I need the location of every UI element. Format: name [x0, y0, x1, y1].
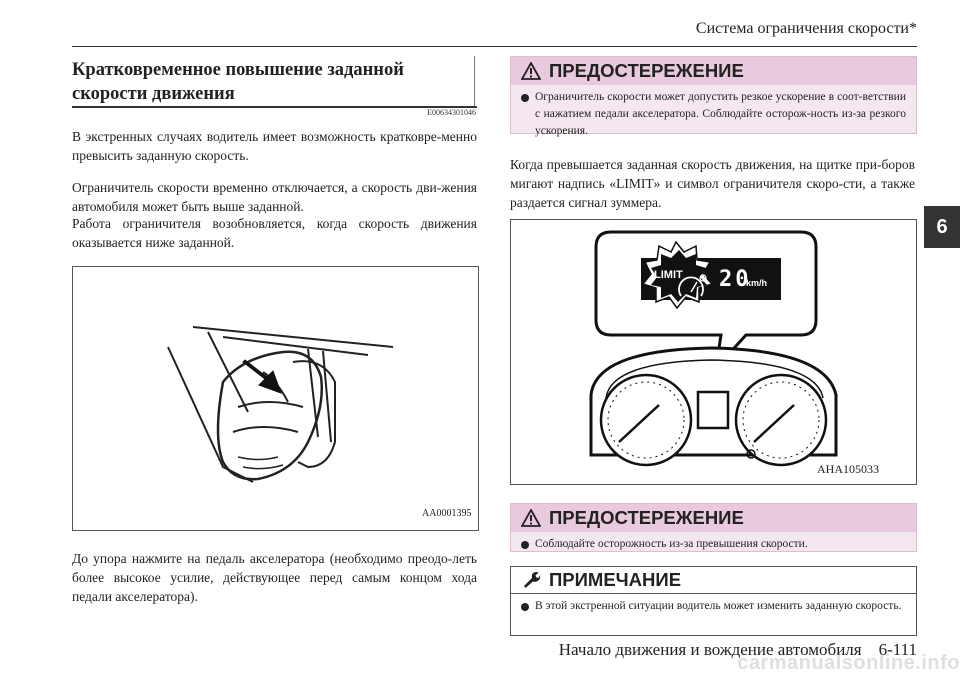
warning-text-1: Ограничитель скорости может допустить резкое ускорение в соот-ветствии с нажатием педали акселератора. Соблюдайте осторож-ность из-за резкого ускорения.	[535, 91, 906, 137]
pedal-figure-code: AA0001395	[422, 508, 472, 519]
paragraph-2: Ограничитель скорости временно отключается, а скорость дви-жения автомобиля может быть выше заданной.	[72, 180, 477, 214]
bullet-icon	[521, 94, 529, 102]
limit-label: LIMIT	[654, 269, 683, 281]
warning-text-2: Соблюдайте осторожность из-за превышения скорости.	[535, 538, 808, 550]
chapter-tab: 6	[924, 206, 960, 248]
paragraph-4: До упора нажмите на педаль акселератора (необходимо преодо-леть более высокое усилие, действующее перед самым концом хода педали акселератора).	[72, 551, 477, 604]
warning-triangle-icon	[521, 509, 541, 527]
pedal-figure	[72, 266, 479, 531]
section-code: E00634301046	[427, 108, 476, 117]
note-heading: ПРИМЕЧАНИЕ	[549, 569, 682, 590]
page-header-title: Система ограничения скорости*	[695, 20, 917, 37]
page-footer: Начало движения и вождение автомобиля 6-111	[558, 640, 917, 659]
warning-header-1	[511, 57, 916, 85]
watermark: carmanualsonline.info	[737, 652, 960, 674]
bullet-icon	[521, 603, 529, 611]
paragraph-3: Работа ограничителя возобновляется, когда скорость движения оказывается ниже заданной.	[72, 216, 477, 250]
speed-unit: km/h	[746, 278, 768, 288]
warning-item-2	[511, 532, 916, 559]
cluster-figure	[510, 219, 917, 485]
note-item	[511, 594, 916, 621]
note-text: В этой экстренной ситуации водитель может изменить заданную скорость.	[535, 600, 902, 612]
accelerator-pedal-illustration	[73, 267, 478, 530]
note-box	[510, 566, 917, 636]
speed-value: 20	[719, 267, 752, 292]
paragraph-right-1: Когда превышается заданная скорость движения, на щитке при-боров мигают надпись «LIMIT» и символ ограничителя скоро-сти, а также раздается сигнал зуммера.	[510, 157, 915, 210]
warning-item-1	[511, 85, 916, 146]
section-divider	[72, 106, 477, 108]
warning-box-1	[510, 56, 917, 137]
section-title-line1: Кратковременное повышение заданной	[72, 60, 404, 80]
warning-box-2	[510, 503, 917, 552]
header-divider	[72, 46, 917, 47]
wrench-icon	[521, 571, 541, 589]
instrument-cluster-illustration	[511, 220, 916, 484]
warning-heading-1: ПРЕДОСТЕРЕЖЕНИЕ	[549, 60, 744, 81]
warning-heading-2: ПРЕДОСТЕРЕЖЕНИЕ	[549, 507, 744, 528]
bullet-icon	[521, 541, 529, 549]
warning-triangle-icon	[521, 62, 541, 80]
paragraph-1: В экстренных случаях водитель имеет возможность кратковре-менно превысить заданную скорость.	[72, 129, 477, 163]
cluster-figure-code: AHA105033	[817, 462, 879, 476]
warning-header-2	[511, 504, 916, 532]
note-header	[511, 567, 916, 594]
section-heading	[72, 56, 475, 106]
section-title-line2: скорости движения	[72, 84, 235, 104]
